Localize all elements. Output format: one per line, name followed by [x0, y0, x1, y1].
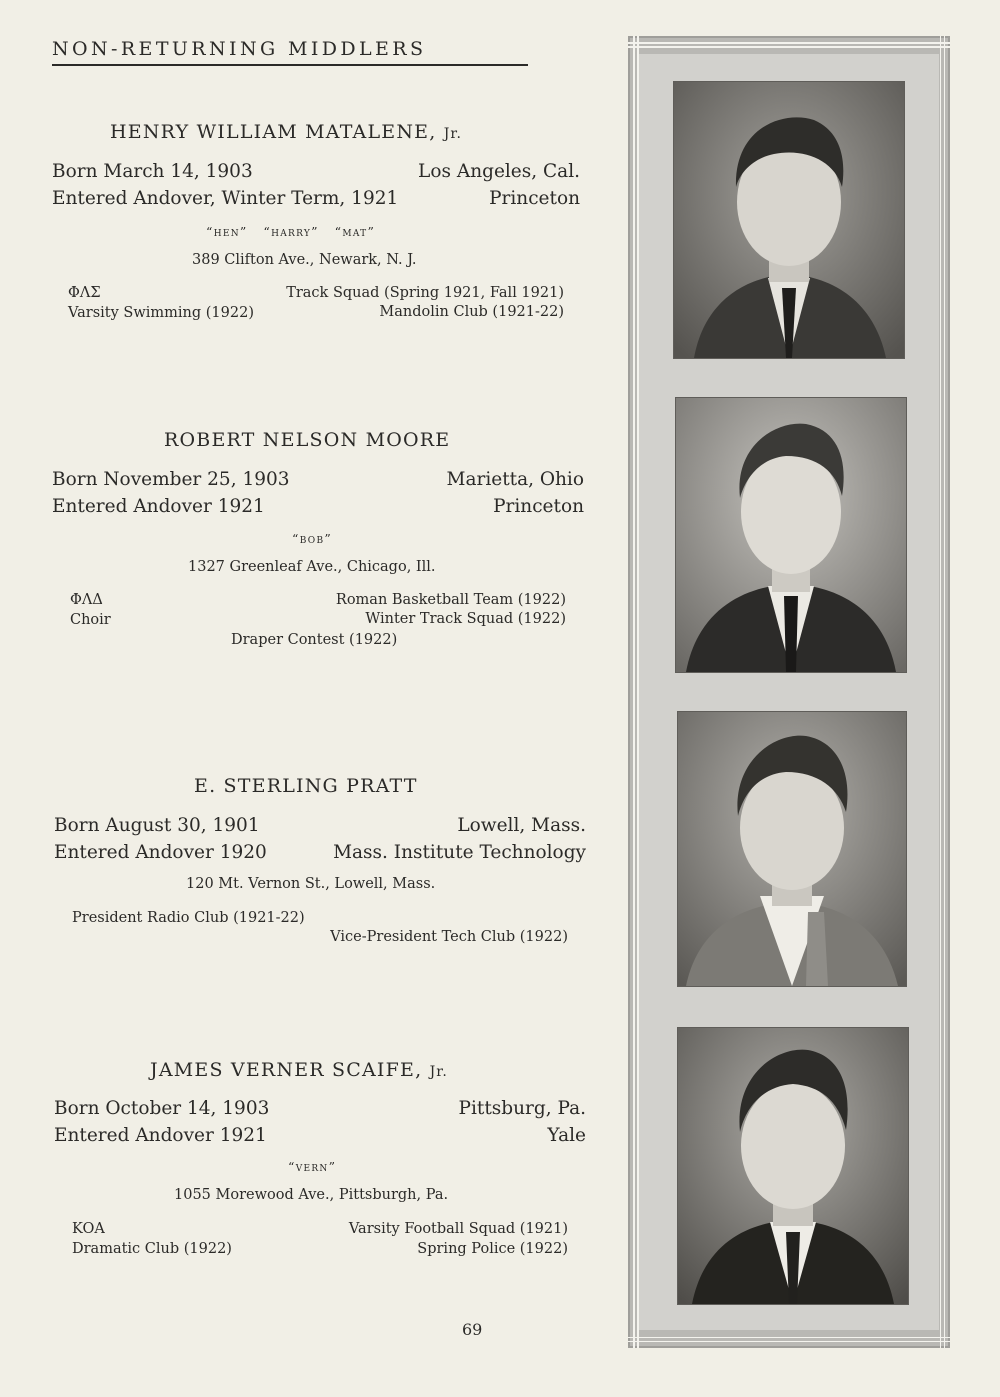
- entry-activity: Varsity Football Squad (1921): [348, 1221, 568, 1237]
- entry-entered: Entered Andover 1921: [52, 496, 265, 517]
- entry-activity: Winter Track Squad (1922): [365, 611, 566, 627]
- entry-college: Mass. Institute Technology: [333, 842, 586, 863]
- entry-name: E. STERLING PRATT: [194, 775, 418, 797]
- entry-activity: Draper Contest (1922): [231, 632, 398, 648]
- entry-name-text: JAMES VERNER SCAIFE,: [150, 1059, 423, 1081]
- entry-nicknames: “vern”: [288, 1159, 337, 1174]
- page-header: NON-RETURNING MIDDLERS: [52, 38, 528, 66]
- entry-activity: Roman Basketball Team (1922): [335, 592, 566, 608]
- portrait-photo-icon: [676, 398, 906, 672]
- entry-hometown: Pittsburg, Pa.: [458, 1098, 586, 1119]
- entry-nicknames: “hen” “harry” “mat”: [206, 224, 376, 239]
- entry-hometown: Los Angeles, Cal.: [418, 161, 580, 182]
- entry-name: [150, 1059, 448, 1081]
- entry-nicknames: “bob”: [292, 531, 333, 546]
- entry-activity: Varsity Swimming (1922): [68, 305, 254, 321]
- entry-name: ROBERT NELSON MOORE: [164, 429, 451, 451]
- entry-fraternity: ΦΛΣ: [68, 285, 101, 301]
- photo-strip: [628, 36, 950, 1348]
- entry-name-suffix: Jr.: [443, 126, 462, 142]
- entry-born: Born March 14, 1903: [52, 161, 253, 182]
- entry-entered: Entered Andover 1920: [54, 842, 267, 863]
- entry-born: Born November 25, 1903: [52, 469, 290, 490]
- entry-college: Princeton: [493, 496, 584, 517]
- entry-address: 389 Clifton Ave., Newark, N. J.: [192, 252, 417, 268]
- portrait-photo: [678, 712, 906, 986]
- entry-college: Yale: [547, 1125, 586, 1146]
- portrait-photo-icon: [674, 82, 904, 358]
- entry-address: 120 Mt. Vernon St., Lowell, Mass.: [186, 876, 436, 892]
- entry-hometown: Lowell, Mass.: [457, 815, 586, 836]
- entry-name-suffix: Jr.: [429, 1064, 448, 1080]
- entry-activity: President Radio Club (1921-22): [72, 910, 305, 926]
- entry-activity: Track Squad (Spring 1921, Fall 1921): [286, 285, 564, 301]
- entry-activity: Vice-President Tech Club (1922): [330, 929, 568, 945]
- entry-activity: Spring Police (1922): [417, 1241, 568, 1257]
- entry-entered: Entered Andover 1921: [54, 1125, 267, 1146]
- portrait-photo: [674, 82, 904, 358]
- entry-fraternity: ΦΛΔ: [70, 592, 103, 608]
- portrait-photo: [678, 1028, 908, 1304]
- entry-address: 1055 Morewood Ave., Pittsburgh, Pa.: [174, 1187, 449, 1203]
- portrait-photo-icon: [678, 712, 906, 986]
- entry-name: [110, 121, 462, 143]
- portrait-photo: [676, 398, 906, 672]
- entry-born: Born August 30, 1901: [54, 815, 260, 836]
- entry-fraternity: KOA: [72, 1221, 105, 1237]
- entry-activity: Dramatic Club (1922): [72, 1241, 232, 1257]
- entry-address: 1327 Greenleaf Ave., Chicago, Ill.: [188, 559, 436, 575]
- page-number: 69: [462, 1320, 483, 1339]
- entry-born: Born October 14, 1903: [54, 1098, 270, 1119]
- entry-activity: Mandolin Club (1921-22): [379, 304, 564, 320]
- entry-hometown: Marietta, Ohio: [446, 469, 584, 490]
- entry-activity: Choir: [70, 612, 111, 628]
- entry-college: Princeton: [489, 188, 580, 209]
- entry-name-text: HENRY WILLIAM MATALENE,: [110, 121, 437, 143]
- portrait-photo-icon: [678, 1028, 908, 1304]
- entry-entered: Entered Andover, Winter Term, 1921: [52, 188, 399, 209]
